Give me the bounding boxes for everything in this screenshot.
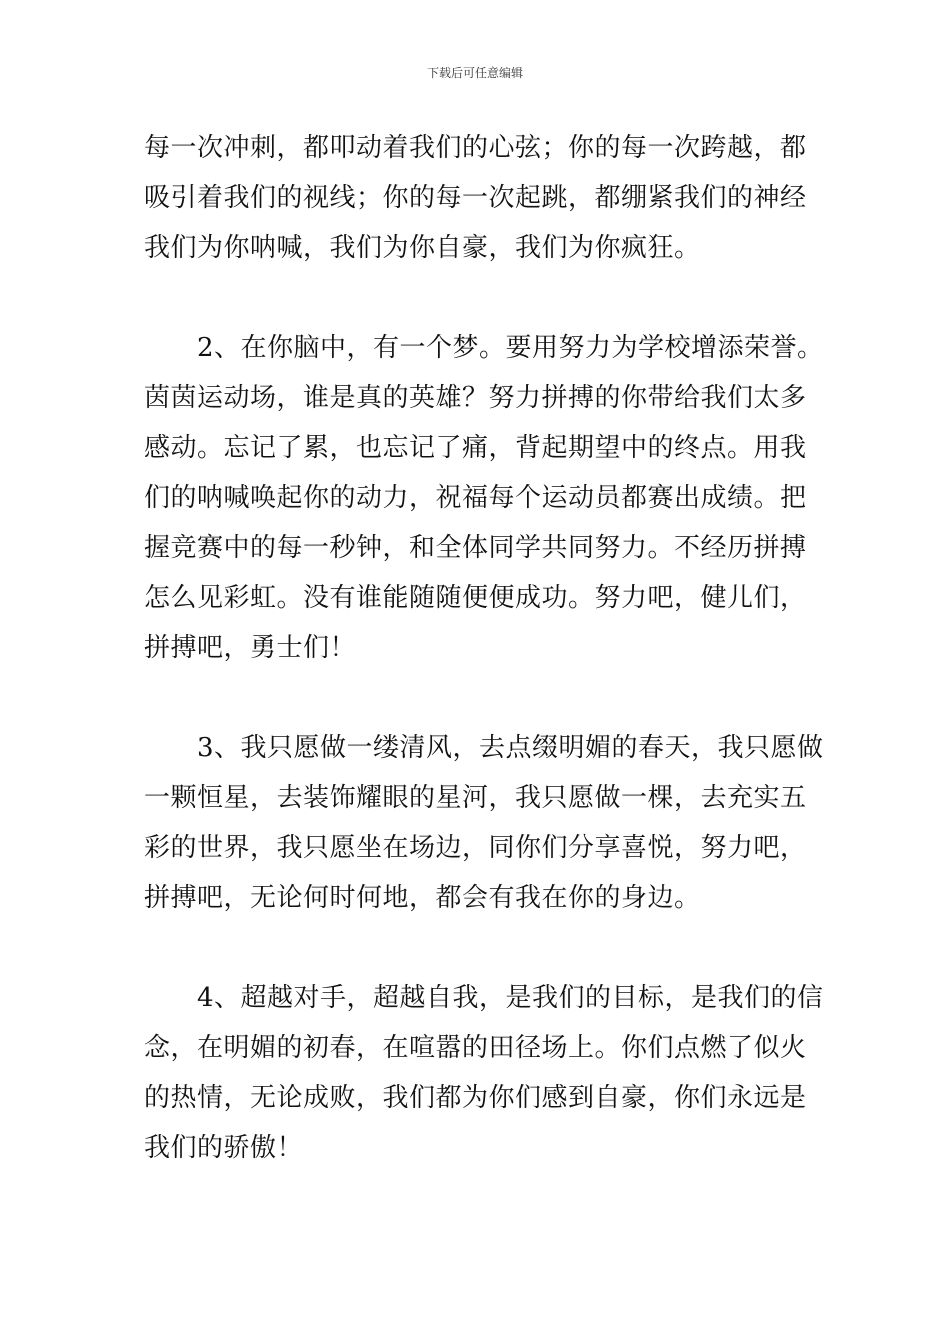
text-line: 3、我只愿做一缕清风，去点缀明媚的春天，我只愿做	[144, 733, 824, 763]
text-line: 握竞赛中的每一秒钟，和全体同学共同努力。不经历拼搏	[144, 533, 807, 563]
text-line: 每一次冲刺，都叩动着我们的心弦；你的每一次跨越，都	[144, 133, 807, 163]
text-line: 彩的世界，我只愿坐在场边，同你们分享喜悦，努力吧，	[144, 833, 807, 863]
page-header-note: 下载后可任意编辑	[426, 66, 523, 80]
text-line: 怎么见彩虹。没有谁能随随便便成功。努力吧，健儿们，	[144, 583, 807, 613]
text-line: 拼搏吧，勇士们！	[144, 633, 357, 663]
text-line: 们的呐喊唤起你的动力，祝福每个运动员都赛出成绩。把	[144, 483, 807, 513]
text-line: 念，在明媚的初春，在喧嚣的田径场上。你们点燃了似火	[144, 1033, 807, 1063]
text-line: 感动。忘记了累，也忘记了痛，背起期望中的终点。用我	[144, 433, 807, 463]
text-line: 2、在你脑中，有一个梦。要用努力为学校增添荣誉。	[144, 333, 824, 363]
text-line: 吸引着我们的视线；你的每一次起跳，都绷紧我们的神经	[144, 183, 807, 213]
text-line: 拼搏吧，无论何时何地，都会有我在你的身边。	[144, 883, 701, 913]
text-line: 4、超越对手，超越自我，是我们的目标，是我们的信	[144, 983, 824, 1013]
text-line: 我们为你呐喊，我们为你自豪，我们为你疯狂。	[144, 233, 701, 263]
text-line: 一颗恒星，去装饰耀眼的星河，我只愿做一棵，去充实五	[144, 783, 807, 813]
text-line: 的热情，无论成败，我们都为你们感到自豪，你们永远是	[144, 1083, 807, 1113]
text-line: 茵茵运动场，谁是真的英雄？努力拼搏的你带给我们太多	[144, 383, 807, 413]
text-line: 我们的骄傲！	[144, 1133, 304, 1163]
